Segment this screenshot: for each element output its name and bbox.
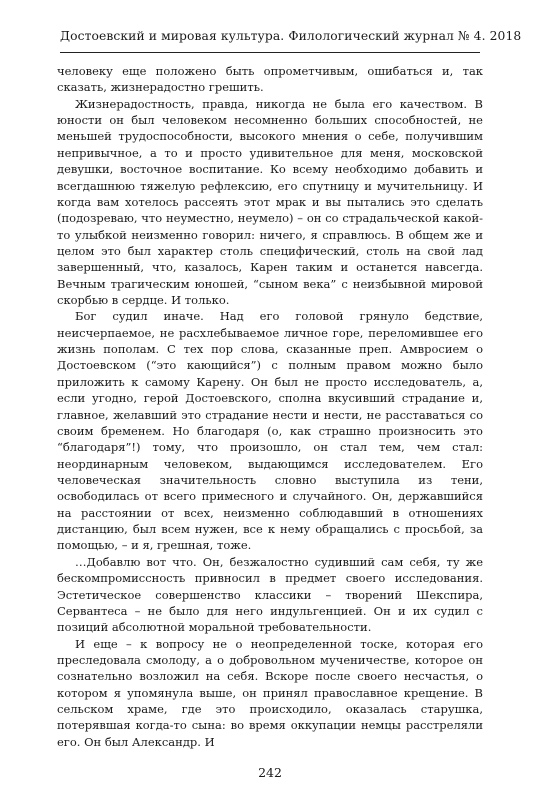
page-number: 242 <box>258 765 282 780</box>
paragraph-5: И еще – к вопросу не о неопределенной тоске, которая его преследовала смолоду, а о добровольном мученичестве, которое он сознательно возложил на себя. Вскоре после своего несчастья, о котором я упомянула выше, он принял православное крещение. В сельском храме, где это происходило, оказалась старушка, потерявшая когда-то сына: во время оккупации немцы расстреляли его. Он был Александр. И <box>57 636 483 749</box>
paragraph-3: Бог судил иначе. Над его головой грянуло бедствие, неисчерпаемое, не расхлебываемое личное горе, переломившее его жизнь пополам. С тех пор слова, сказанные преп. Амвросием о Достоевском (“это кающийся”) с полным правом можно было приложить к самому Карену. Он был не просто исследователь, а, если угодно, герой Достоевского, сполна вкусивший страдание и, главное, желавший это страдание нести и нести, не расставаться со своим бременем. Но благодаря (о, как страшно произносить это “благодаря”!) тому, что произошло, он стал тем, чем стал: неординарным человеком, выдающимся исследователем. Его человеческая значительность словно выступила из тени, освободилась от всего примесного и случайного. Он, державшийся на расстоянии от всех, неизменно соблюдавший в отношениях дистанцию, был всем нужен, все к нему обращались с просьбой, за помощью, – и я, грешная, тоже. <box>57 309 483 553</box>
body-text <box>57 63 483 750</box>
running-title: Достоевский и мировая культура. Филологический журнал № 4. 2018 <box>60 29 522 43</box>
paragraph-1: человеку еще положено быть опрометчивым, ошибаться и, так сказать, жизнерадостно грешить. <box>57 64 483 95</box>
header-rule <box>60 52 480 53</box>
paragraph-2: Жизнерадостность, правда, никогда не была его качеством. В юности он был человеком несомненно больших способностей, не меньшей трудоспособности, высокого мнения о себе, получившим непривычное, а то и просто удивительное для меня, московской девушки, восточное воспитание. Ко всему необходимо добавить и всегдашнюю тяжелую рефлексию, его спутницу и мучительницу. И когда вам хотелось рассеять этот мрак и вы пытались это сделать (подозреваю, что неуместно, неумело) – он со страдальческой какой-то улыбкой неизменно говорил: ничего, я справлюсь. В общем же и целом это был характер столь специфический, столь на свой лад завершенный, что, казалось, Карен таким и останется навсегда. Вечным трагическим юношей, “сыном века” с неизбывной мировой скорбью в сердце. И только. <box>57 96 483 308</box>
paragraph-4: …Добавлю вот что. Он, безжалостно судивший сам себя, ту же бескомпромиссность привносил в предмет своего исследования. Эстетическое совершенство классики – творений Шекспира, Сервантеса – не было для него индульгенцией. Он и их судил с позиций абсолютной моральной требовательности. <box>57 554 483 635</box>
